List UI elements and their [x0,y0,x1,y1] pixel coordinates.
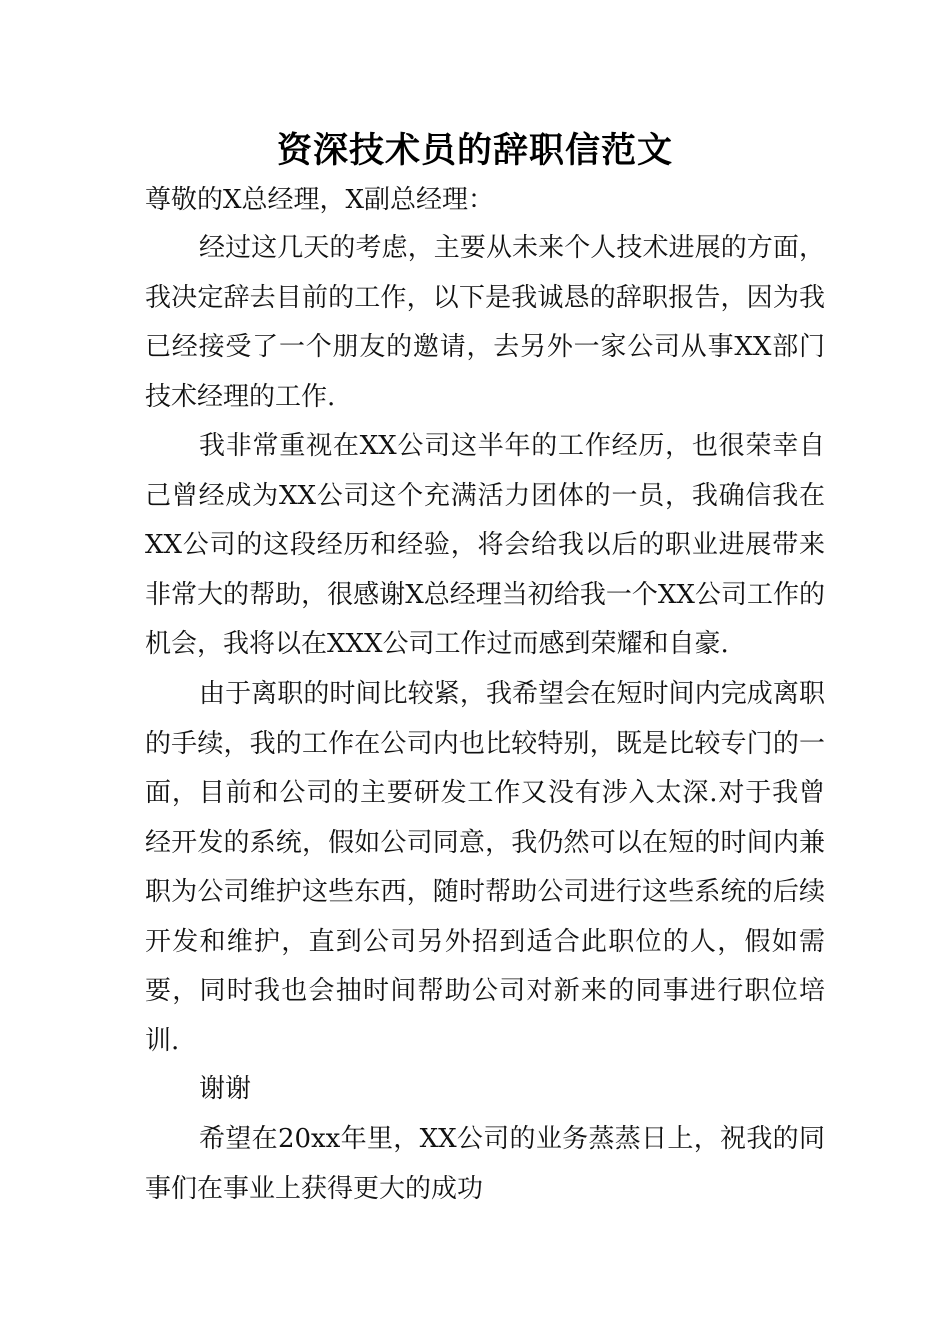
paragraph-closing: 希望在20xx年里，XX公司的业务蒸蒸日上，祝我的同事们在事业上获得更大的成功 [145,1124,825,1204]
paragraph-reason: 经过这几天的考虑，主要从未来个人技术进展的方面，我决定辞去目前的工作，以下是我诚恳的辞职报告，因为我已经接受了一个朋友的邀请，去另外一家公司从事XX部门技术经理的工作. [145,233,825,412]
paragraph-handover: 由于离职的时间比较紧，我希望会在短时间内完成离职的手续，我的工作在公司内也比较特别，既是比较专门的一面，目前和公司的主要研发工作又没有涉入太深.对于我曾经开发的系统，假如公司同意，我仍然可以在短的时间内兼职为公司维护这些东西，随时帮助公司进行这些系统的后续开发和维护，直到公司另外招到适合此职位的人，假如需要，同时我也会抽时间帮助公司对新来的同事进行职位培训. [145,679,825,1056]
paragraph-thanks: 谢谢 [199,1074,252,1104]
salutation: 尊敬的X总经理，X副总经理： [145,185,495,215]
document-title: 资深技术员的辞职信范文 [276,131,673,171]
paragraph-gratitude: 我非常重视在XX公司这半年的工作经历，也很荣幸自己曾经成为XX公司这个充满活力团体的一员，我确信我在XX公司的这段经历和经验，将会给我以后的职业进展带来非常大的帮助，很感谢X总经理当初给我一个XX公司工作的机会，我将以在XXX公司工作过而感到荣耀和自豪. [145,431,825,659]
